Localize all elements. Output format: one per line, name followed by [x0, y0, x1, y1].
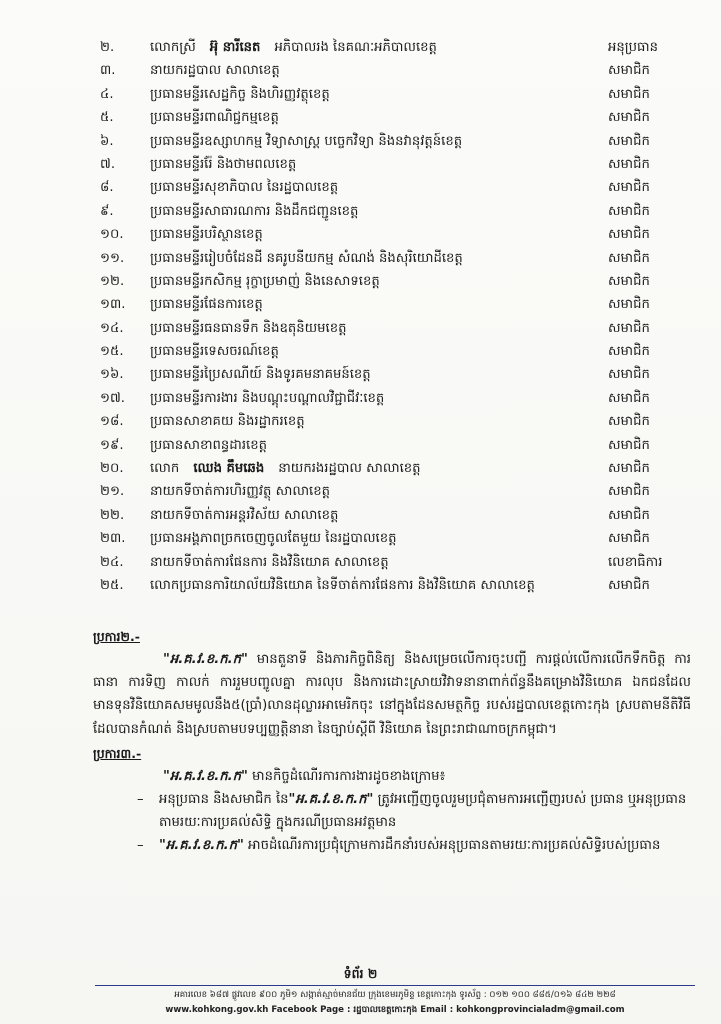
member-role: សមាជិក — [608, 390, 650, 406]
member-row — [100, 340, 700, 363]
member-title: ប្រធានមន្ទីរឧស្សាហកម្ម វិទ្យាសាស្ត្រ បច្ចេកវិទ្យា និងនវានុវត្តន៍ខេត្ត — [150, 133, 463, 149]
member-role: សមាជិក — [608, 156, 650, 172]
member-row — [100, 480, 700, 503]
member-number: ១១. — [100, 250, 125, 266]
member-list — [100, 36, 700, 597]
member-number: ១៣. — [100, 297, 126, 313]
committee-abbreviation: "អ.គ.វ.ខ.ក.ក" — [163, 652, 248, 667]
member-title: លោកប្រធានការិយាល័យវិនិយោគ នៃទីចាត់ការផែនការ និងវិនិយោគ សាលាខេត្ត — [150, 577, 535, 593]
member-role: សមាជិក — [608, 531, 650, 547]
member-number: ១៤. — [100, 320, 124, 336]
member-number: ៦. — [100, 133, 114, 149]
member-number: ៥. — [100, 110, 114, 126]
member-role: សមាជិក — [608, 297, 650, 313]
member-row — [100, 387, 700, 410]
member-title: នាយកទីចាត់ការហិរញ្ញវត្ថុ សាលាខេត្ត — [150, 484, 330, 500]
member-role: សមាជិក — [608, 110, 650, 126]
member-title: ប្រធានមន្ទីរប្រៃសណីយ៍ និងទូរគមនាគមន៍ខេត្ត — [150, 367, 371, 383]
member-title: ប្រធានមន្ទីរការងារ និងបណ្តុះបណ្តាលវិជ្ជាជីវៈខេត្ត — [150, 390, 385, 406]
member-number: ២០. — [100, 461, 124, 477]
member-title: ប្រធានមន្ទីររៀបចំដែនដី នគរូបនីយកម្ម សំណង់ និងសុរិយោដីខេត្ត — [150, 250, 463, 266]
member-title: ប្រធានមន្ទីរសុខាភិបាល នៃរដ្ឋបាលខេត្ត — [150, 180, 339, 196]
member-title: ប្រធានមន្ទីរទេសចរណ៍ខេត្ត — [150, 344, 279, 360]
article-2-text: មានតួនាទី និងភារកិច្ចពិនិត្យ និងសម្រេចលើការចុះបញ្ជី ការផ្តល់លើការលើកទឹកចិត្ត ការធានា ការទិញ កាលក់ ការរួមបញ្ចូលគ្នា ការលុប និងការដោះស្រាយវិវាទនានាពាក់ព័ន្ធនឹងគម្រោងវិនិយោគ ឯកជនដែលមានទុនវិនិយោគសមមូលនឹង៥(ប្រាំ)លានដុល្លារអាមេរិកចុះ នៅក្នុងដែនសមត្ថកិច្ច របស់រដ្ឋបាលខេត្តកោះកុង ស្របតាមនីតិវិធីដែលបានកំណត់ និងស្របតាមបទប្បញ្ញត្តិនានា នៃច្បាប់ស្តីពី វិនិយោគ នៃព្រះរាជាណាចក្រកម្ពុជា។ — [93, 652, 691, 737]
member-role: លេខាធិការ — [608, 554, 663, 570]
member-number: ២៤. — [100, 554, 124, 570]
article-2-heading: ប្រការ២.- — [93, 629, 140, 644]
member-title: ប្រធានសាខាគយ និងរដ្ឋាករខេត្ត — [150, 414, 305, 430]
list-item — [133, 788, 691, 834]
member-row — [100, 434, 700, 457]
bullet-lead: អនុប្រធាន និងសមាជិក នៃ — [159, 792, 289, 808]
member-row — [100, 153, 700, 176]
bullet-text: អាចដំណើរការប្រជុំក្រោមការដឹកនាំរបស់អនុប្រធានតាមរយៈការប្រគល់សិទ្ធិរបស់ប្រធាន — [248, 838, 661, 854]
member-title: ប្រធានអង្គភាពច្រកចេញចូលតែមួយ នៃរដ្ឋបាលខេត្ត — [150, 531, 397, 547]
member-title: ប្រធានមន្ទីរសាធារណការ និងដឹកជញ្ជូនខេត្ត — [150, 203, 359, 219]
member-number: ១៦. — [100, 367, 124, 383]
member-number: ១៥. — [100, 344, 124, 360]
member-role: សមាជិក — [608, 437, 650, 453]
member-title: នាយកទីចាត់ការអន្តរវិស័យ សាលាខេត្ត — [150, 507, 339, 523]
member-number: ៧. — [100, 156, 116, 172]
committee-abbreviation: "អ.គ.វ.ខ.ក.ក" — [288, 792, 374, 808]
member-row — [100, 130, 700, 153]
member-role: សមាជិក — [608, 577, 650, 593]
member-title: នាយកទីចាត់ការផែនការ និងវិនិយោគ សាលាខេត្ត — [150, 554, 389, 570]
member-role: សមាជិក — [608, 86, 650, 102]
article-3-intro — [93, 765, 691, 788]
member-role: សមាជិក — [608, 461, 650, 477]
member-role: សមាជិក — [608, 320, 650, 336]
member-title: ប្រធានមន្ទីរផែនការខេត្ត — [150, 297, 263, 313]
member-role: អនុប្រធាន — [608, 40, 658, 55]
member-row — [100, 270, 700, 293]
member-role: សមាជិក — [608, 227, 650, 243]
article-3-intro-text: មានកិច្ចដំណើរការការងារដូចខាងក្រោម៖ — [252, 768, 446, 784]
member-number: ៣. — [100, 63, 116, 79]
member-role: សមាជិក — [608, 180, 650, 196]
member-row — [100, 363, 700, 386]
member-row — [100, 59, 700, 82]
member-title: លោកស្រី — [150, 40, 196, 55]
member-row — [100, 106, 700, 129]
member-number: ៤. — [100, 86, 114, 102]
articles-section — [93, 626, 691, 858]
member-role: សមាជិក — [608, 367, 650, 383]
member-title: ប្រធានសាខាពន្ធដារខេត្ត — [150, 437, 267, 453]
member-row — [100, 293, 700, 316]
member-role: សមាជិក — [608, 250, 650, 266]
footer — [95, 988, 695, 1018]
member-row — [100, 317, 700, 340]
page-number: ទំព័រ ២ — [343, 966, 378, 981]
member-role: សមាជិក — [608, 344, 650, 360]
member-number: ២១. — [100, 484, 125, 500]
footer-divider — [95, 985, 695, 986]
member-row — [100, 223, 700, 246]
member-position: នាយករងរដ្ឋបាល សាលាខេត្ត — [278, 461, 421, 477]
member-number: ២. — [100, 40, 115, 55]
footer-contacts: www.kohkong.gov.kh Facebook Page : រដ្ឋបាលខេត្តកោះកុង Email : kohkongprovincialadm@gmail.com — [165, 1005, 625, 1015]
member-title: លោក — [150, 461, 180, 477]
member-number: ៨. — [100, 180, 114, 196]
member-name: អ៊ុ នារីនេត — [209, 40, 261, 55]
member-role: សមាជិក — [608, 507, 650, 523]
member-number: ២២. — [100, 507, 125, 523]
member-title: ប្រធានមន្ទីរកសិកម្ម រុក្ខាប្រមាញ់ និងនេសាទខេត្ត — [150, 273, 380, 289]
member-number: ១៩. — [100, 437, 124, 453]
member-number: ១៨. — [100, 414, 124, 430]
member-title: នាយករដ្ឋបាល សាលាខេត្ត — [150, 63, 280, 79]
bullet-text: ត្រូវអញ្ជើញចូលរួមប្រជុំតាមការអញ្ជើញរបស់ ប្រធាន ឬអនុប្រធានតាមរយៈការប្រគល់សិទ្ធិ ក្នុងករណីប្រធានអវត្តមាន — [159, 792, 687, 831]
member-row — [100, 247, 700, 270]
member-number: ២៣. — [100, 531, 126, 547]
member-title: ប្រធានមន្ទីរធនធានទឹក និងឧតុនិយមខេត្ត — [150, 320, 347, 336]
article-3-bullets — [133, 788, 691, 858]
member-number: ១០. — [100, 227, 124, 243]
member-number: ១២. — [100, 273, 125, 289]
member-number: ១៧. — [100, 390, 125, 406]
member-row — [100, 200, 700, 223]
article-3-heading: ប្រការ៣.- — [93, 745, 142, 761]
member-title: ប្រធានមន្ទីរពាណិជ្ជកម្មខេត្ត — [150, 110, 279, 126]
article-2-body — [93, 648, 691, 741]
member-number: ២៥. — [100, 577, 124, 593]
member-row — [100, 551, 700, 574]
member-role: សមាជិក — [608, 273, 650, 289]
member-title: ប្រធានមន្ទីររ៉ែ និងថាមពលខេត្ត — [150, 156, 297, 172]
member-role: សមាជិក — [608, 63, 650, 79]
member-row — [100, 574, 700, 597]
member-role: សមាជិក — [608, 133, 650, 149]
member-row — [100, 83, 700, 106]
member-row — [100, 410, 700, 433]
member-row — [100, 176, 700, 199]
member-name: ឈេង គឹមឆេង — [193, 461, 265, 477]
member-row — [100, 457, 700, 480]
member-role: សមាជិក — [608, 484, 650, 500]
member-number: ៩. — [100, 203, 114, 219]
member-position: អភិបាលរង នៃគណៈអភិបាលខេត្ត — [274, 40, 437, 55]
member-role: សមាជិក — [608, 203, 650, 219]
member-role: សមាជិក — [608, 414, 650, 430]
member-row — [100, 504, 700, 527]
member-title: ប្រធានមន្ទីរបរិស្ថានខេត្ត — [150, 227, 263, 243]
member-title: ប្រធានមន្ទីរសេដ្ឋកិច្ច និងហិរញ្ញវត្ថុខេត្ត — [150, 86, 330, 102]
list-item — [133, 834, 691, 857]
footer-address: អគារលេខ ៦៨៧ ផ្លូវលេខ ៩០០ ភូមិ១ សង្កាត់ស្មាច់មានជ័យ ក្រុងខេមរភូមិន្ទ ខេត្តកោះកុង ទូរស័ព្ទ : ០១២ ១០០ ៨៨៥/០១៦ ៨៤២ ២២៨ — [174, 990, 616, 1000]
committee-abbreviation: "អ.គ.វ.ខ.ក.ក" — [159, 838, 244, 854]
member-row — [100, 36, 700, 59]
member-row — [100, 527, 700, 550]
committee-abbreviation: "អ.គ.វ.ខ.ក.ក" — [163, 768, 248, 784]
